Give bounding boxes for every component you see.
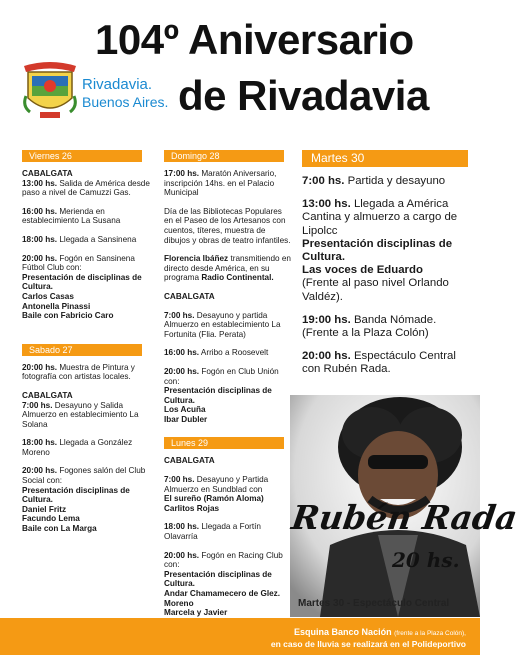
event-item: 16:00 hs. Arribo a Roosevelt [164,348,269,358]
event-item: 19:00 hs. Banda Nómade. (Frente a la Plaza Colón) [302,313,437,340]
event-item: Florencia Ibáñez transmitiendo en directo desde América, en su programa Radio Continental. [164,254,291,283]
day-header-martes: Martes 30 [302,150,468,167]
day-header-domingo: Domingo 28 [164,150,284,162]
brand-name: Rivadavia. [82,76,153,93]
event-item: 7:00 hs. Desayuno y Partida Almuerzo en Sundblad con El sureño (Ramón Aloma) Carlitos Rojas [164,475,269,513]
event-item: 17:00 hs. Maratón Aniversario, inscripción 14hs. en el Palacio Municipal [164,169,277,198]
central-show-label: Martes 30 - Espectáculo Central [298,598,450,609]
schedule-column-3 [302,150,470,387]
event-item: 20:00 hs. Fogones salón del Club Social con: Presentación disciplinas de Cultura. Daniel Fritz Facundo Lema Baile con La Marga [22,466,146,534]
day-header-lunes: Lunes 29 [164,437,284,449]
event-item: 13:00 hs. Llegada a América Cantina y almuerzo a cargo de Lipolcc Presentación disciplinas de Cultura. Las voces de Eduardo (Frente al paso nivel Orlando Valdéz). [302,198,458,303]
footer-rain-note: en caso de lluvia se realizará en el Polideportivo [270,639,466,649]
schedule-column-1 [22,150,152,543]
event-item: 20:00 hs. Fogón en Club Unión con: Presentación disciplinas de Cultura. Los Acuña Ibar Dubler [164,366,279,424]
footer-location: Esquina Banco Nación (frente a la Plaza Colón), [294,627,466,637]
cabalgata-label: CABALGATA [164,456,215,466]
event-item: 20:00 hs. Fogón en Racing Club con: Presentación disciplinas de Cultura. Andar Chamamecero de Glez. Moreno Marcela y Javier [164,550,283,618]
cabalgata-label: CABALGATA [22,169,73,178]
cabalgata-label: CABALGATA [164,291,215,301]
event-item: 20:00 hs. Muestra de Pintura y fotografía con artistas locales. [22,362,135,382]
cabalgata-label: CABALGATA [22,390,73,400]
event-item: 18:00 hs. Llegada a González Moreno [22,438,133,457]
brand-province: Buenos Aires. [82,94,169,110]
event-item: 20:00 hs. Fogón en Sansinena Fútbol Club con: Presentación de disciplinas de Cultura. Carlos Casas Antonella Pinassi Baile con Fabricio Caro [22,253,142,321]
day-header-viernes: Viernes 26 [22,150,142,162]
footer-band [0,618,480,655]
day-header-sabado: Sabado 27 [22,344,142,356]
poster-title-line2: de Rivadavia [178,72,429,119]
event-item: 13:00 hs. Salida de América desde paso a nivel de Camuzzi Gas. [22,178,150,198]
poster-title-line1: 104º Aniversario [95,16,414,63]
schedule-column-2 [164,150,292,627]
event-item: 7:00 hs. Desayuno y partida Almuerzo en establecimiento La Fortunita (Flia. Perata) [164,310,281,339]
event-item: 16:00 hs. Merienda en establecimiento La Susana [22,206,121,226]
event-item: 18:00 hs. Llegada a Fortín Olavarría [164,522,261,542]
event-item: 20:00 hs. Espectáculo Central con Rubén Rada. [302,350,456,376]
event-item: 7:00 hs. Desayuno y Salida Almuerzo en establecimiento La Solana [22,400,139,429]
event-item: 7:00 hs. Partida y desayuno [302,175,446,187]
event-item: 18:00 hs. Llegada a Sansinena [22,234,137,244]
show-hour: 20 hs. [392,548,460,572]
municipal-crest-icon [22,56,78,122]
event-item: Día de las Bibliotecas Populares en el Paseo de los Artesanos con cuentos, títeres, muestra de dibujos y obras de teatro infantiles. [164,206,291,245]
performer-signature: Rubén Rada [289,498,520,537]
